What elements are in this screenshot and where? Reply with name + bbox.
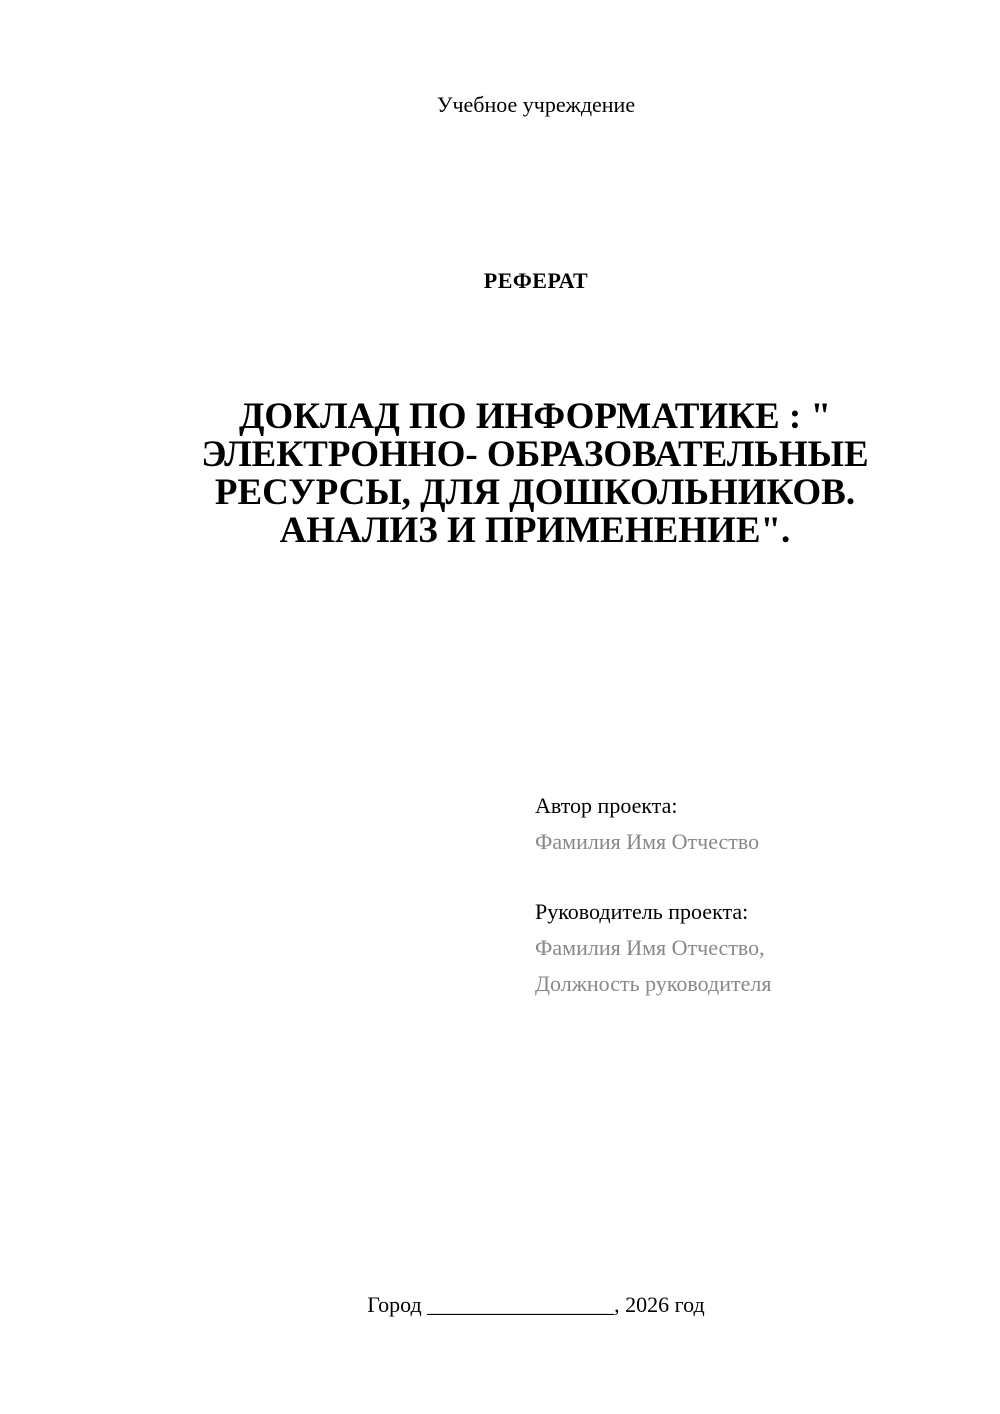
- institution-name: Учебное учреждение: [436, 92, 636, 117]
- author-label: Автор проекта:: [535, 793, 678, 818]
- document-title: [150, 398, 920, 550]
- author-name: Фамилия Имя Отчество: [535, 829, 760, 854]
- supervisor-name: Фамилия Имя Отчество,: [535, 935, 765, 960]
- title-line: ЭЛЕКТРОННО- ОБРАЗОВАТЕЛЬНЫЕ: [201, 434, 869, 475]
- author-block: [535, 788, 975, 860]
- title-line: ДОКЛАД ПО ИНФОРМАТИКЕ : ": [238, 396, 832, 437]
- project-info: [535, 788, 975, 1002]
- title-line: АНАЛИЗ И ПРИМЕНЕНИЕ".: [279, 510, 791, 551]
- document-type: РЕФЕРАТ: [483, 268, 589, 293]
- title-line: РЕСУРСЫ, ДЛЯ ДОШКОЛЬНИКОВ.: [214, 472, 856, 513]
- supervisor-position: Должность руководителя: [535, 971, 772, 996]
- supervisor-label: Руководитель проекта:: [535, 899, 749, 924]
- supervisor-block: [535, 894, 975, 1002]
- city-year: Город _________________, 2026 год: [367, 1292, 705, 1317]
- spacer: [535, 860, 975, 894]
